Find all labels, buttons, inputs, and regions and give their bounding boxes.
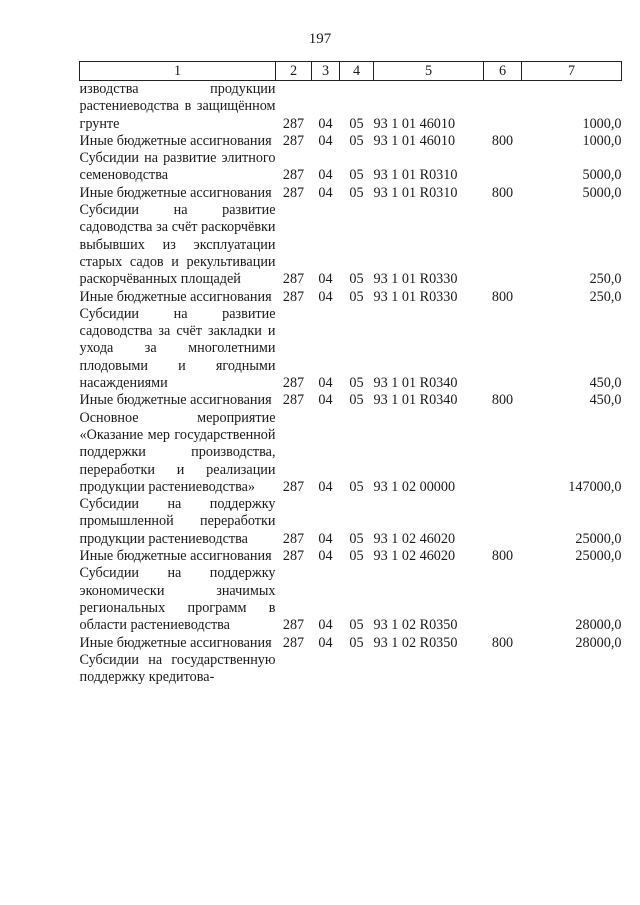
row-col-2: 287 bbox=[282, 184, 305, 201]
table-row bbox=[80, 410, 622, 496]
row-col-6 bbox=[484, 652, 522, 687]
row-col-7: 147000,0 bbox=[568, 478, 622, 495]
row-col-4: 05 bbox=[349, 288, 364, 305]
column-header: 3 bbox=[312, 62, 340, 81]
row-name: Иные бюджетные ассигнования bbox=[79, 132, 272, 149]
row-col-5: 93 1 01 R0340 bbox=[373, 392, 458, 409]
row-col-2 bbox=[276, 652, 312, 687]
column-header: 2 bbox=[276, 62, 312, 81]
row-name: Иные бюджетные ассигнования bbox=[79, 288, 272, 305]
row-col-2: 287 bbox=[282, 392, 305, 409]
row-col-5: 93 1 01 R0330 bbox=[373, 271, 458, 288]
row-col-2: 287 bbox=[282, 617, 305, 634]
row-col-7 bbox=[522, 652, 622, 687]
row-name: Иные бюджетные ассигнования bbox=[79, 548, 272, 565]
row-col-3: 04 bbox=[318, 271, 333, 288]
row-col-5: 93 1 01 R0340 bbox=[373, 375, 458, 392]
page-number: 197 bbox=[308, 31, 332, 47]
row-col-4: 05 bbox=[349, 375, 364, 392]
row-name: Субсидии на поддержку промышленной переработки продукции растениеводства bbox=[79, 496, 276, 547]
row-col-4: 05 bbox=[349, 634, 364, 651]
table-row bbox=[80, 392, 622, 409]
row-col-4: 05 bbox=[349, 392, 364, 409]
row-col-4: 05 bbox=[349, 115, 364, 132]
row-name: Субсидии на развитие садоводства за счёт раскорчёвки выбывших из эксплуатации старых садов и рекультивации раскорчёванных площадей bbox=[79, 202, 276, 288]
row-col-6: 800 bbox=[491, 548, 514, 565]
row-col-5: 93 1 01 R0330 bbox=[373, 288, 458, 305]
row-col-6 bbox=[484, 306, 522, 392]
row-col-7: 28000,0 bbox=[575, 617, 622, 634]
row-col-3: 04 bbox=[318, 392, 333, 409]
row-col-2: 287 bbox=[282, 288, 305, 305]
row-col-7: 5000,0 bbox=[582, 184, 622, 201]
row-col-5: 93 1 01 46010 bbox=[373, 132, 456, 149]
table-header-row bbox=[80, 62, 622, 81]
row-col-6: 800 bbox=[491, 634, 514, 651]
budget-table bbox=[79, 61, 622, 686]
table-row bbox=[80, 565, 622, 634]
column-header: 5 bbox=[374, 62, 484, 81]
row-col-7: 1000,0 bbox=[582, 132, 622, 149]
table-row bbox=[80, 652, 622, 687]
table-row bbox=[80, 133, 622, 150]
row-col-7: 450,0 bbox=[589, 392, 622, 409]
row-col-2: 287 bbox=[282, 634, 305, 651]
row-name: Иные бюджетные ассигнования bbox=[79, 392, 272, 409]
row-col-5: 93 1 02 R0350 bbox=[373, 617, 458, 634]
row-col-5: 93 1 02 R0350 bbox=[373, 634, 458, 651]
row-col-7: 28000,0 bbox=[575, 634, 622, 651]
table-row bbox=[80, 202, 622, 288]
row-col-6 bbox=[484, 410, 522, 496]
column-header: 1 bbox=[80, 62, 276, 81]
row-col-3: 04 bbox=[318, 530, 333, 547]
row-col-7: 5000,0 bbox=[582, 167, 622, 184]
table-row bbox=[80, 496, 622, 548]
row-name: Субсидии на развитие элитного семеноводства bbox=[79, 150, 276, 184]
table-row bbox=[80, 289, 622, 306]
row-col-2: 287 bbox=[282, 167, 305, 184]
row-col-6 bbox=[484, 81, 522, 133]
row-col-5: 93 1 01 R0310 bbox=[373, 184, 458, 201]
row-col-3: 04 bbox=[318, 184, 333, 201]
row-col-5 bbox=[374, 652, 484, 687]
row-col-4: 05 bbox=[349, 271, 364, 288]
row-col-4: 05 bbox=[349, 478, 364, 495]
row-col-2: 287 bbox=[282, 375, 305, 392]
row-col-2: 287 bbox=[282, 115, 305, 132]
row-name: Иные бюджетные ассигнования bbox=[79, 184, 272, 201]
row-col-5: 93 1 02 46020 bbox=[373, 530, 456, 547]
row-col-2: 287 bbox=[282, 478, 305, 495]
row-col-4: 05 bbox=[349, 530, 364, 547]
column-header: 7 bbox=[522, 62, 622, 81]
row-col-6 bbox=[484, 150, 522, 185]
row-col-6 bbox=[484, 202, 522, 288]
row-col-6 bbox=[484, 565, 522, 634]
row-col-7: 250,0 bbox=[589, 271, 622, 288]
row-col-3: 04 bbox=[318, 478, 333, 495]
row-col-7: 250,0 bbox=[589, 288, 622, 305]
row-col-3: 04 bbox=[318, 132, 333, 149]
table-row bbox=[80, 548, 622, 565]
row-col-3: 04 bbox=[318, 167, 333, 184]
column-header: 6 bbox=[484, 62, 522, 81]
row-col-4: 05 bbox=[349, 548, 364, 565]
row-col-4: 05 bbox=[349, 132, 364, 149]
row-col-7: 25000,0 bbox=[575, 530, 622, 547]
table-row bbox=[80, 150, 622, 185]
row-col-2: 287 bbox=[282, 271, 305, 288]
table-row bbox=[80, 306, 622, 392]
column-header: 4 bbox=[340, 62, 374, 81]
row-col-6 bbox=[484, 496, 522, 548]
row-col-5: 93 1 01 R0310 bbox=[373, 167, 458, 184]
row-col-3: 04 bbox=[318, 115, 333, 132]
row-col-3: 04 bbox=[318, 634, 333, 651]
table-row bbox=[80, 635, 622, 652]
row-name: Субсидии на развитие садоводства за счёт закладки и ухода за многолетними плодовыми и ягодными насаждениями bbox=[79, 305, 276, 392]
row-name: Субсидии на поддержку экономически значимых региональных программ в области растениеводства bbox=[79, 565, 276, 634]
row-col-4: 05 bbox=[349, 617, 364, 634]
row-col-4: 05 bbox=[349, 167, 364, 184]
row-name: Основное мероприятие «Оказание мер государственной поддержки производства, переработки и реализации продукции растениеводства» bbox=[79, 409, 276, 495]
row-col-6: 800 bbox=[491, 184, 514, 201]
row-col-7: 450,0 bbox=[589, 375, 622, 392]
row-col-2: 287 bbox=[282, 132, 305, 149]
row-col-6: 800 bbox=[491, 392, 514, 409]
row-col-3: 04 bbox=[318, 288, 333, 305]
row-col-5: 93 1 02 00000 bbox=[373, 478, 456, 495]
row-col-2: 287 bbox=[282, 530, 305, 547]
row-col-7: 1000,0 bbox=[582, 115, 622, 132]
row-col-5: 93 1 02 46020 bbox=[373, 548, 456, 565]
row-col-3: 04 bbox=[318, 548, 333, 565]
row-col-6: 800 bbox=[491, 132, 514, 149]
row-col-4: 05 bbox=[349, 184, 364, 201]
table-row bbox=[80, 81, 622, 133]
row-name: изводства продукции растениеводства в защищённом грунте bbox=[79, 81, 276, 132]
row-name: Субсидии на государственную поддержку кредитова- bbox=[79, 651, 276, 686]
row-col-3 bbox=[312, 652, 340, 687]
table-row bbox=[80, 185, 622, 202]
row-col-7: 25000,0 bbox=[575, 548, 622, 565]
row-col-3: 04 bbox=[318, 617, 333, 634]
row-col-4 bbox=[340, 652, 374, 687]
row-col-3: 04 bbox=[318, 375, 333, 392]
row-name: Иные бюджетные ассигнования bbox=[79, 634, 272, 651]
row-col-2: 287 bbox=[282, 548, 305, 565]
row-col-6: 800 bbox=[491, 288, 514, 305]
row-col-5: 93 1 01 46010 bbox=[373, 115, 456, 132]
